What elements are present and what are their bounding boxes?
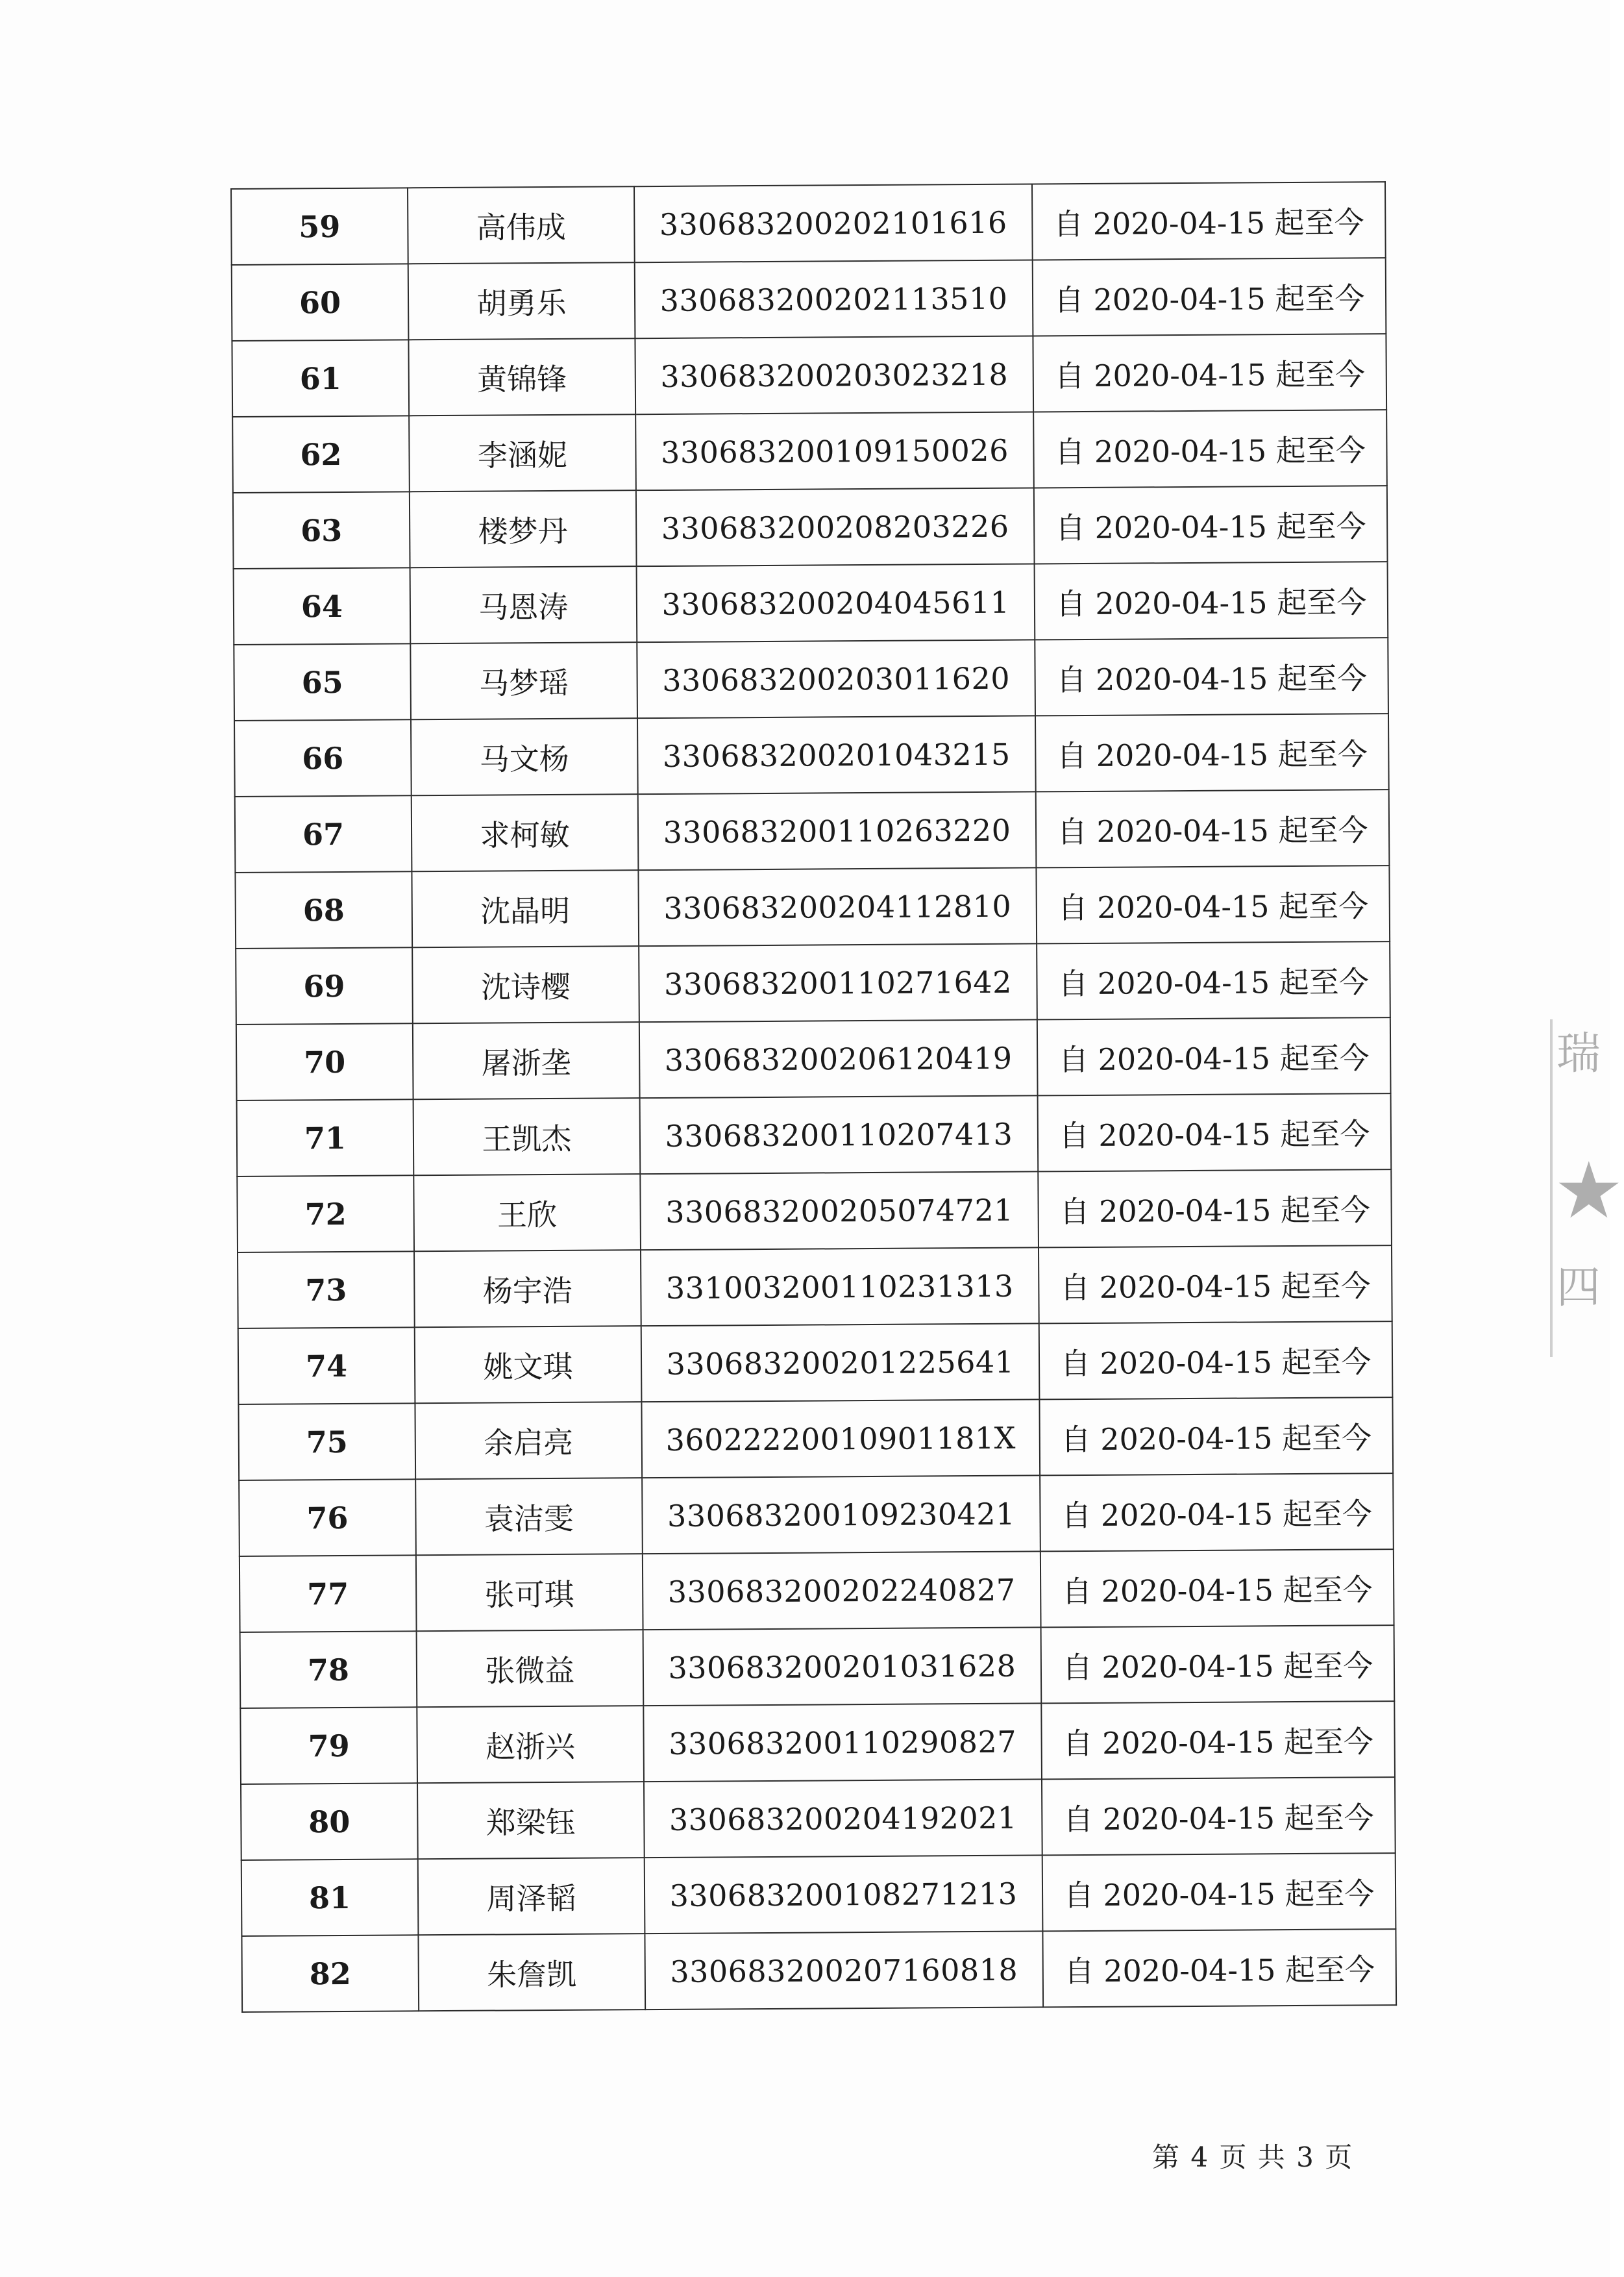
- table-row: [235, 865, 1390, 949]
- id-number-cell: 330683200110207413: [639, 1095, 1038, 1174]
- id-number-cell: 330683200202240827: [643, 1551, 1041, 1630]
- id-number-cell: 330683200109230421: [642, 1475, 1040, 1554]
- period-cell: 自 2020-04-15 起至今: [1032, 182, 1386, 260]
- row-number-cell: 79: [240, 1707, 417, 1784]
- period-cell: 自 2020-04-15 起至今: [1036, 790, 1390, 867]
- table-row: [237, 1093, 1392, 1176]
- period-cell: 自 2020-04-15 起至今: [1041, 1625, 1395, 1703]
- table-row: [232, 258, 1386, 341]
- name-cell: 楼梦丹: [410, 490, 637, 567]
- id-number-cell: 330683200203023218: [635, 336, 1033, 414]
- name-cell: 马恩涛: [410, 566, 637, 643]
- name-cell: 袁洁雯: [415, 1478, 643, 1555]
- seal-stamp-partial: [1550, 1019, 1624, 1357]
- period-cell: 自 2020-04-15 起至今: [1033, 258, 1386, 336]
- name-cell: 屠浙垄: [413, 1022, 640, 1099]
- period-cell: 自 2020-04-15 起至今: [1039, 1321, 1393, 1399]
- id-number-cell: 330683200110271642: [639, 943, 1037, 1022]
- table-row: [240, 1625, 1395, 1708]
- id-number-cell: 330683200110263220: [638, 791, 1037, 870]
- row-number-cell: 69: [236, 947, 413, 1025]
- name-cell: 沈晶明: [412, 870, 639, 947]
- row-number-cell: 75: [238, 1403, 415, 1480]
- id-number-cell: 330683200108271213: [645, 1855, 1043, 1934]
- period-cell: 自 2020-04-15 起至今: [1039, 1245, 1392, 1323]
- id-number-cell: 330683200207160818: [645, 1931, 1043, 2009]
- row-number-cell: 66: [234, 719, 412, 797]
- table-row: [232, 334, 1386, 417]
- table-row: [238, 1397, 1393, 1480]
- name-cell: 张微益: [416, 1630, 643, 1707]
- id-number-cell: 330683200204112810: [638, 867, 1037, 946]
- table-row: [234, 714, 1389, 797]
- period-cell: 自 2020-04-15 起至今: [1038, 1169, 1392, 1247]
- name-cell: 李涵妮: [409, 414, 636, 491]
- period-cell: 自 2020-04-15 起至今: [1035, 714, 1389, 791]
- period-cell: 自 2020-04-15 起至今: [1040, 1549, 1394, 1627]
- id-number-cell: 330683200110290827: [643, 1703, 1042, 1782]
- table-row: [240, 1701, 1395, 1784]
- table-row: [240, 1549, 1394, 1632]
- name-cell: 张可琪: [416, 1554, 643, 1631]
- id-number-cell: 330683200203011620: [637, 640, 1035, 718]
- period-cell: 自 2020-04-15 起至今: [1035, 562, 1388, 640]
- roster-table-body: [231, 182, 1396, 2012]
- row-number-cell: 67: [235, 795, 412, 873]
- row-number-cell: 74: [238, 1327, 415, 1404]
- row-number-cell: 70: [236, 1023, 413, 1101]
- table-row: [237, 1169, 1392, 1252]
- roster-table: [230, 181, 1397, 2013]
- row-number-cell: 82: [241, 1935, 419, 2012]
- id-number-cell: 330683200202113510: [635, 260, 1033, 338]
- period-cell: 自 2020-04-15 起至今: [1043, 1929, 1397, 2007]
- page-number-footer: 第 4 页 共 3 页: [1152, 2141, 1354, 2173]
- id-number-cell: 330683200201043215: [637, 715, 1036, 794]
- name-cell: 赵浙兴: [417, 1706, 644, 1783]
- table-row: [241, 1929, 1396, 2012]
- table-row: [241, 1777, 1396, 1860]
- row-number-cell: 60: [232, 264, 409, 341]
- period-cell: 自 2020-04-15 起至今: [1041, 1701, 1395, 1779]
- period-cell: 自 2020-04-15 起至今: [1037, 941, 1390, 1019]
- row-number-cell: 63: [233, 491, 410, 569]
- name-cell: 马文杨: [411, 718, 638, 795]
- name-cell: 王欣: [413, 1174, 641, 1251]
- row-number-cell: 73: [238, 1251, 415, 1328]
- period-cell: 自 2020-04-15 起至今: [1033, 334, 1387, 412]
- name-cell: 求柯敏: [412, 794, 639, 871]
- row-number-cell: 78: [240, 1631, 417, 1708]
- period-cell: 自 2020-04-15 起至今: [1040, 1473, 1394, 1551]
- id-number-cell: 330683200202101616: [634, 184, 1033, 262]
- period-cell: 自 2020-04-15 起至今: [1040, 1397, 1394, 1475]
- period-cell: 自 2020-04-15 起至今: [1042, 1853, 1396, 1931]
- id-number-cell: 330683200201225641: [641, 1323, 1040, 1402]
- row-number-cell: 64: [234, 567, 411, 645]
- period-cell: 自 2020-04-15 起至今: [1042, 1777, 1396, 1855]
- name-cell: 姚文琪: [415, 1326, 642, 1403]
- period-cell: 自 2020-04-15 起至今: [1033, 410, 1387, 488]
- table-row: [232, 410, 1387, 493]
- id-number-cell: 330683200109150026: [635, 412, 1034, 490]
- name-cell: 周泽韬: [418, 1858, 645, 1935]
- row-number-cell: 65: [234, 643, 411, 721]
- table-row: [239, 1473, 1394, 1556]
- id-number-cell: 36022220010901181X: [641, 1399, 1040, 1478]
- id-number-cell: 330683200208203226: [636, 488, 1035, 566]
- name-cell: 郑梁钰: [417, 1782, 645, 1859]
- id-number-cell: 330683200204192021: [644, 1779, 1042, 1858]
- name-cell: 王凯杰: [413, 1098, 640, 1175]
- period-cell: 自 2020-04-15 起至今: [1038, 1093, 1392, 1171]
- period-cell: 自 2020-04-15 起至今: [1034, 486, 1388, 564]
- table-row: [231, 182, 1386, 265]
- row-number-cell: 76: [239, 1479, 416, 1556]
- row-number-cell: 68: [235, 871, 412, 949]
- row-number-cell: 81: [241, 1859, 419, 1936]
- row-number-cell: 62: [232, 416, 410, 493]
- id-number-cell: 331003200110231313: [641, 1247, 1039, 1326]
- period-cell: 自 2020-04-15 起至今: [1037, 1017, 1391, 1095]
- name-cell: 马梦瑶: [410, 642, 637, 719]
- row-number-cell: 72: [237, 1175, 414, 1252]
- table-row: [235, 790, 1390, 873]
- table-row: [233, 486, 1388, 569]
- row-number-cell: 77: [240, 1555, 417, 1632]
- table-row: [234, 562, 1388, 645]
- stamp-char: 四: [1556, 1262, 1601, 1313]
- name-cell: 余启亮: [415, 1402, 642, 1479]
- name-cell: 黄锦锋: [408, 338, 635, 416]
- id-number-cell: 330683200204045611: [636, 564, 1035, 642]
- table-row: [238, 1321, 1393, 1404]
- name-cell: 朱詹凯: [418, 1934, 645, 2011]
- row-number-cell: 59: [231, 188, 408, 265]
- name-cell: 杨宇浩: [414, 1250, 641, 1327]
- id-number-cell: 330683200201031628: [643, 1627, 1041, 1706]
- period-cell: 自 2020-04-15 起至今: [1037, 865, 1390, 943]
- name-cell: 胡勇乐: [408, 262, 635, 340]
- id-number-cell: 330683200205074721: [640, 1171, 1039, 1250]
- table-row: [241, 1853, 1396, 1936]
- stamp-star-icon: ★: [1554, 1146, 1624, 1236]
- period-cell: 自 2020-04-15 起至今: [1035, 638, 1388, 715]
- name-cell: 沈诗樱: [412, 946, 639, 1023]
- row-number-cell: 80: [241, 1783, 418, 1860]
- row-number-cell: 71: [237, 1099, 414, 1176]
- table-row: [238, 1245, 1392, 1328]
- id-number-cell: 330683200206120419: [639, 1019, 1038, 1098]
- table-row: [236, 941, 1390, 1025]
- row-number-cell: 61: [232, 340, 409, 417]
- name-cell: 高伟成: [408, 186, 635, 264]
- table-row: [236, 1017, 1391, 1101]
- table-row: [234, 638, 1388, 721]
- stamp-char: 瑞: [1556, 1028, 1601, 1080]
